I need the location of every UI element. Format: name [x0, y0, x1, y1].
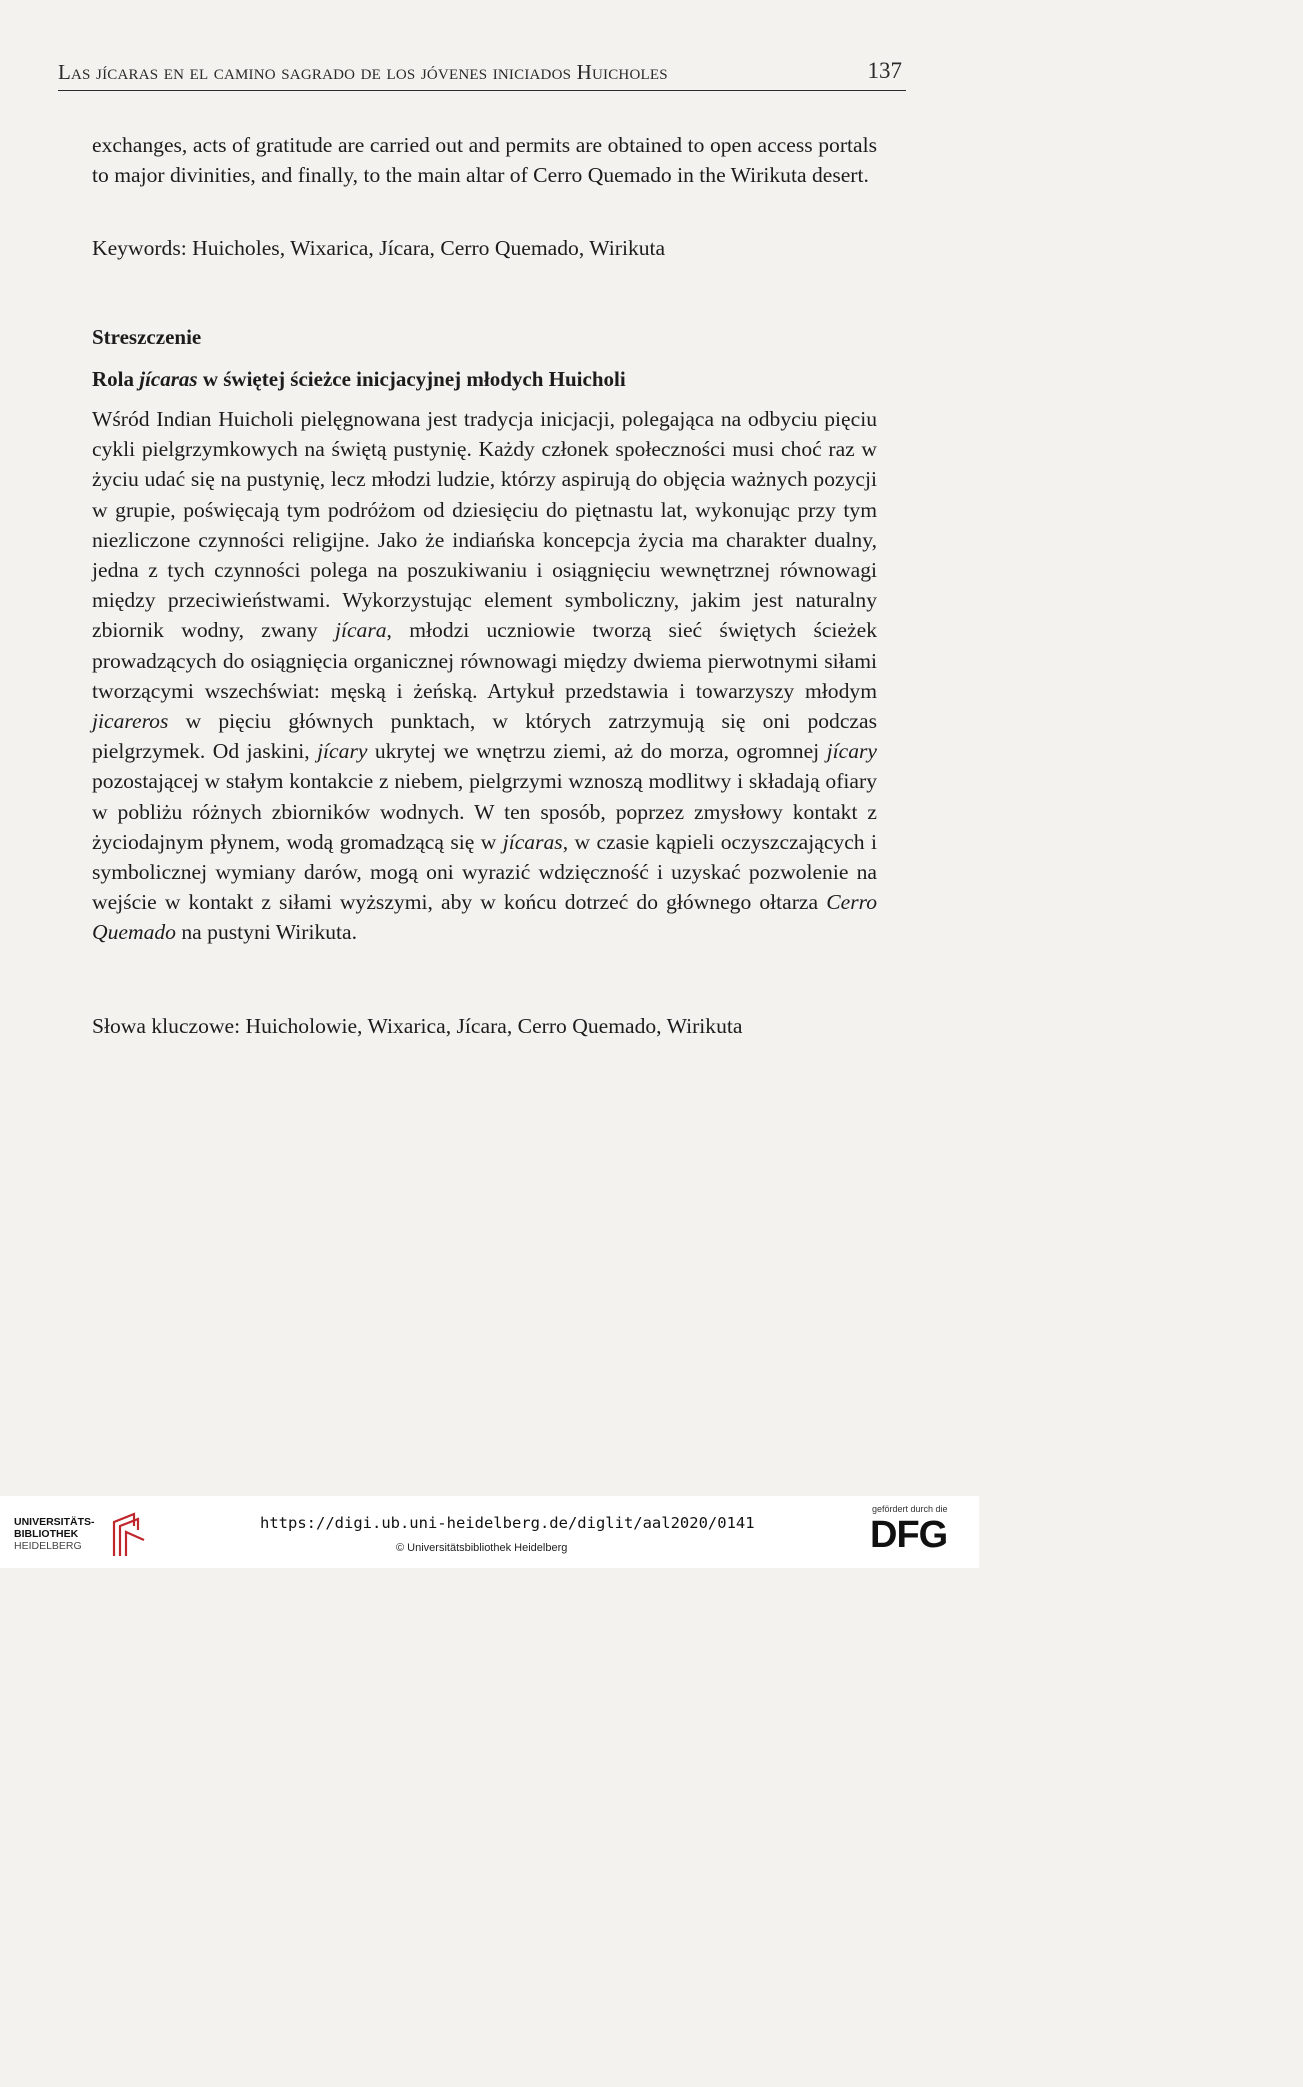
polish-abstract-paragraph [92, 404, 877, 948]
page-number: 137 [867, 58, 902, 83]
dfg-wordmark: DFG [870, 1514, 948, 1556]
title-italic: jícaras [139, 367, 198, 391]
english-abstract-end: exchanges, acts of gratitude are carried out and permits are obtained to open access portals to major divinities, and finally, to the main altar of Cerro Quemado in the Wirikuta desert. [92, 133, 877, 188]
title-suffix: w świętej ścieżce inicjacyjnej młodych Huicholi [197, 367, 626, 391]
library-name-line: HEIDELBERG [14, 1540, 82, 1552]
text-segment: , w czasie kąpieli oczyszczających i symbolicznej wymiany darów, mogą oni wyrazić wdzięczność i uzyskać pozwolenie na wejście w kontakt z siłami wyższymi, aby w końcu dotrzeć do głównego ołtarza [92, 829, 877, 915]
university-library-logo[interactable] [14, 1506, 154, 1562]
copyright-notice: © Universitätsbibliothek Heidelberg [396, 1542, 568, 1554]
text-segment: w pięciu głównych punktach, w których zatrzymują się oni podczas pielgrzymek. Od jaskini, [92, 709, 877, 764]
text-segment: ukrytej we wnętrzu ziemi, aż do morza, ogromnej [367, 739, 827, 764]
polish-abstract-title [92, 367, 626, 392]
library-name-line: UNIVERSITÄTS- [14, 1516, 95, 1528]
italic-term: jícaras [502, 829, 563, 854]
permalink-url[interactable]: https://digi.ub.uni-heidelberg.de/diglit/aal2020/0141 [260, 1514, 755, 1532]
text-segment: pozostającej w stałym kontakcie z niebem, pielgrzymi wznoszą modlitwy i składają ofiary w pobliżu różnych zbiorników wodnych. W ten sposób, poprzez zmysłowy kontakt z życiodajnym płynem, wodą gromadzącą się w [92, 769, 877, 854]
italic-term: Cerro Quemado [92, 890, 877, 945]
section-heading-streszczenie: Streszczenie [92, 325, 202, 349]
ub-heidelberg-mark-icon [100, 1510, 150, 1560]
english-keywords: Keywords: Huicholes, Wixarica, Jícara, Cerro Quemado, Wirikuta [92, 236, 666, 260]
italic-term: jícary [317, 739, 368, 764]
title-prefix: Rola [92, 367, 140, 391]
polish-keywords: Słowa kluczowe: Huicholowie, Wixarica, Jícara, Cerro Quemado, Wirikuta [92, 1014, 743, 1038]
italic-term: jícary [826, 739, 878, 764]
text-segment: Wśród Indian Huicholi pielęgnowana jest tradycja inicjacji, polegająca na odbyciu pięciu cykli pielgrzymkowych na świętą pustynię. Każdy członek społeczności musi choć raz w życiu udać się na pustynię, lecz młodzi ludzie, którzy aspirują do objęcia ważnych pozycji w grupie, poświęcają tym podróżom od dziesięciu do piętnastu lat, wykonując przy tym niezliczone czynności religijne. Jako że indiańska koncepcja życia ma charakter dualny, jedna z tych czynności polega na poszukiwaniu i osiągnięciu wewnętrznej równowagi między przeciwieństwami. Wykorzystując element symboliczny, jakim jest naturalny zbiornik wodny, zwany [92, 407, 877, 643]
text-segment: , młodzi uczniowie tworzą sieć świętych ścieżek prowadzących do osiągnięcia organicznej równowagi między dwiema pierwotnymi siłami tworzącymi wszechświat: męską i żeńską. Artykuł przedstawia i towarzyszy młodym [92, 618, 877, 703]
library-name-line: BIBLIOTHEK [14, 1528, 79, 1540]
running-title: Las jícaras en el camino sagrado de los jóvenes iniciados Huicholes [58, 60, 668, 84]
dfg-funded-by: gefördert durch die [872, 1504, 948, 1514]
italic-term: jicareros [92, 709, 169, 734]
digitization-footer [0, 1496, 979, 1568]
dfg-logo[interactable] [868, 1504, 968, 1564]
text-segment: na pustyni Wirikuta. [175, 920, 358, 945]
running-header [58, 60, 906, 91]
italic-term: jícara [334, 618, 387, 643]
